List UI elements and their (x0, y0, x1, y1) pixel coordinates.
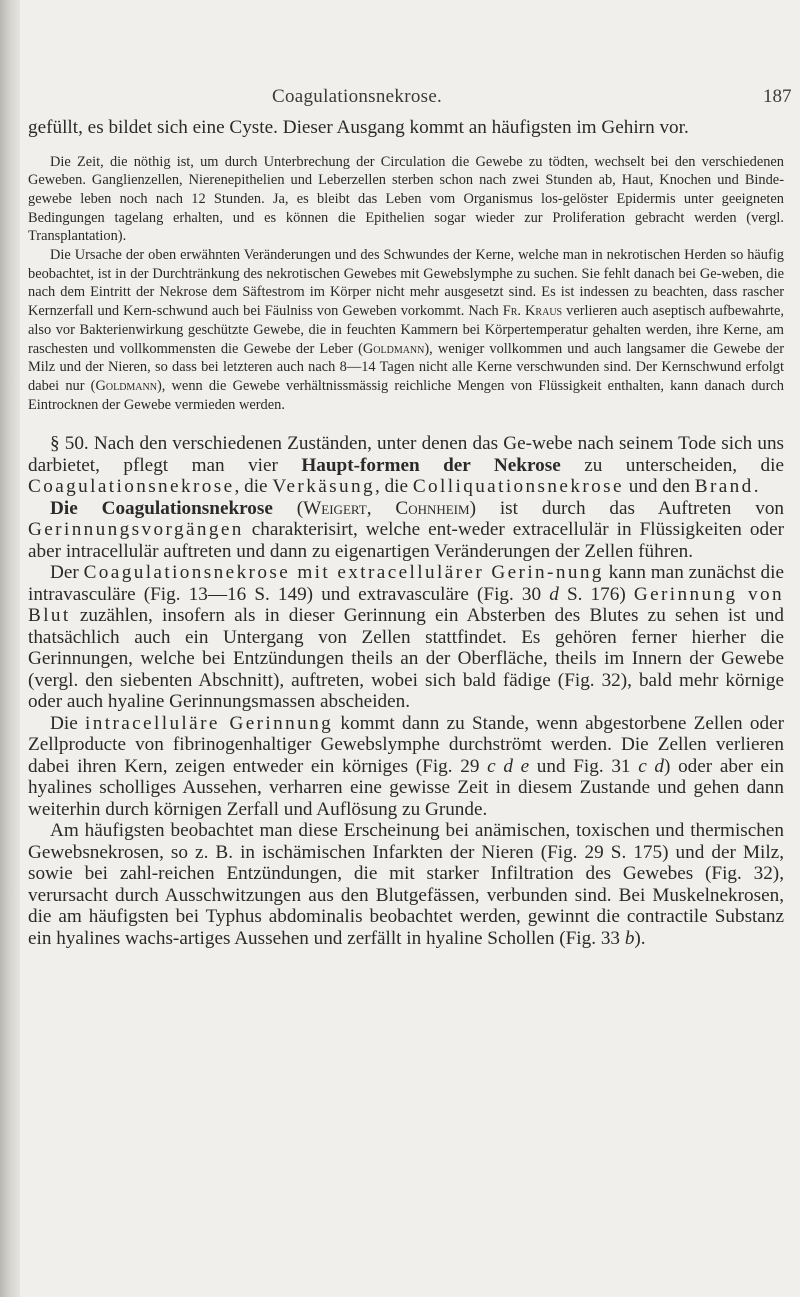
text-run: ). (634, 927, 646, 949)
text-run: ), weniger vollkommen und auch langsamer die Gewebe der Milz und der Nieren, so dass bei letzteren auch nach 8—14 Tagen nicht alle Kerne verschwunden sind. Der Kernschwund erfolgt dabei nur ( (28, 340, 784, 394)
paragraph-intracellulaer (28, 713, 784, 821)
paragraph-extracellulaer (28, 562, 784, 713)
spaced-term: Brand (694, 476, 754, 498)
paragraph-haeufigsten (28, 820, 784, 949)
text-run: ), wenn die Gewebe verhältnissmässig reichliche Mengen von Flüssigkeit enthalten, kann danach durch Eintrocknen der Gewebe vermieden werden. (28, 377, 784, 413)
bold-term: Haupt-formen der Nekrose (301, 454, 561, 476)
figure-letter: c d (638, 755, 665, 777)
text-run: Die (50, 712, 85, 734)
text-run: Die Ursache der oben erwähnten Veränderungen und des Schwundes der Kerne, welche man in nekrotischen Herden so häufig beobachtet, ist in der Durchtränkung des nekrotischen Gewebes mit Gewebslymphe zu suchen. Sie fehlt danach bei Ge-weben, die nach dem Eintritt der Nekrose dem Säftestrom im Körper nicht mehr ausgesetzt sind. Es ist indessen zu beachten, dass rascher Kernzerfall und Kern-schwund auch bei Fäulniss von Geweben vorkommt. Nach (28, 247, 784, 320)
book-gutter-shadow (0, 0, 20, 1297)
running-head (20, 86, 800, 110)
spaced-term: Coagulationsnekrose mit extracellulärer Gerin-nung (83, 562, 604, 584)
text-run: ) ist durch das Auftreten von (469, 497, 785, 519)
text-run: , die (234, 476, 273, 498)
text-run: § 50. Nach den verschiedenen Zuständen, unter denen das Ge-webe nach seinem Tode sich uns darbietet, pflegt man vier (28, 433, 784, 476)
text-run: , die (374, 476, 413, 498)
text-run: kommt dann zu Stande, wenn abgestorbene Zellen oder Zellproducte von fibrinogenhaltiger Gewebslymphe durchströmt werden. Die Zellen verlieren dabei ihren Kern, zeigen entweder ein körniges (Fig. 29 (28, 712, 784, 777)
paragraph-coagulationsnekrose (28, 498, 784, 563)
page-number: 187 (763, 86, 792, 107)
author-name: Weigert, Cohnheim (303, 497, 470, 519)
spaced-term: Gerinnungsvorgängen (28, 519, 244, 541)
text-run: zuzählen, insofern als in dieser Gerinnung ein Absterben des Blutes zu sehen ist und thatsächlich auch ein Untergang von Zellen stattfindet. Es gehören ferner hierher die Gerinnungen, welche bei Entzündungen theils an der Oberfläche, theils im Innern der Gewebe (vergl. den siebenten Abschnitt), auftreten, wobei sich bald fädige (Fig. 32), bald mehr körnige oder auch hyaline Gerinnungsmassen abscheiden. (28, 605, 784, 713)
text-block (28, 117, 784, 949)
running-title: Coagulationsnekrose. (272, 86, 443, 107)
paragraph-ursache (28, 246, 784, 414)
text-run: ( (272, 497, 304, 519)
text-run: . (753, 476, 759, 498)
text-run: zu unterscheiden, die (560, 454, 784, 476)
text-run: und Fig. 31 (529, 755, 639, 777)
spaced-term: Coagulationsnekrose (28, 476, 235, 498)
figure-letter: d (549, 583, 559, 605)
figure-letter: b (624, 927, 635, 949)
spaced-term: Gerinnung von Blut (28, 583, 785, 627)
paragraph-cyste: gefüllt, es bildet sich eine Cyste. Dieser Ausgang kommt an häufigsten im Gehirn vor. (28, 117, 689, 138)
text-run: S. 176) (558, 583, 634, 605)
spaced-term: Colliquationsnekrose (412, 476, 624, 498)
text-run: kann man zunächst die intravasculäre (Fig. 13—16 S. 149) und extravasculäre (Fig. 30 (28, 562, 785, 605)
text-run: ) oder aber ein hyalines scholliges Aussehen, verharren eine gewisse Zeit in diesem Zustande und gehen dann weiterhin durch körnigen Zerfall und Auflösung zu Grunde. (28, 755, 784, 820)
book-page (20, 0, 800, 1297)
text-run: Am häufigsten beobachtet man diese Erscheinung bei anämischen, toxischen und thermischen Gewebsnekrosen, so z. B. in ischämischen Infarkten der Nieren (Fig. 29 S. 175) und der Milz, sowie bei zahl-reichen Entzündungen, die mit starker Infiltration des Gewebes (Fig. 32), verursacht durch Ausschwitzungen aus den Blutgefässen, verbunden sind. Bei Muskelnekrosen, die am häufigsten bei Typhus abdominalis beobachtet werden, gewinnt die contractile Substanz ein hyalines wachs-artiges Aussehen und zerfällt in hyaline Schollen (Fig. 33 (28, 820, 784, 949)
spaced-term: Verkäsung (272, 476, 375, 498)
author-name: Goldmann (362, 340, 425, 357)
author-name: Goldmann (95, 377, 157, 394)
bold-term: Die Coagulationsnekrose (50, 497, 273, 519)
text-run: Der (50, 562, 84, 584)
figure-letter: c d e (487, 755, 530, 777)
paragraph-section-50 (28, 433, 784, 498)
text-run: und den (623, 476, 695, 498)
author-name: Fr. Kraus (502, 303, 563, 320)
text-run: verlieren auch aseptisch aufbewahrte, also vor Bakterienwirkung geschützte Gewebe, die in feuchten Kammern bei Körpertemperatur gehalten werden, ihre Kerne, am raschesten und vollkommensten die Gewebe der Leber ( (28, 303, 785, 357)
text-run: charakterisirt, welche ent-weder extracellulär in Flüssigkeiten oder aber intracellulär auftreten und dann zu eigenartigen Veränderungen der Zellen führen. (28, 519, 784, 562)
paragraph-zeit: Die Zeit, die nöthig ist, um durch Unterbrechung der Circulation die Gewebe zu tödten, wechselt bei den verschiedenen Geweben. Ganglienzellen, Nierenepithelien und Leberzellen sterben schon nach zwei Stunden ab, Haut, Knochen und Binde-gewebe leben noch nach 12 Stunden. Ja, es bleibt das Leben vom Organismus los-gelöster Epidermis unter geeigneten Bedingungen tagelang erhalten, und es können die Epithelien sogar wieder zur Proliferation gebracht werden (vergl. Transplantation). (28, 153, 784, 245)
spaced-term: intracelluläre Gerinnung (84, 712, 334, 734)
